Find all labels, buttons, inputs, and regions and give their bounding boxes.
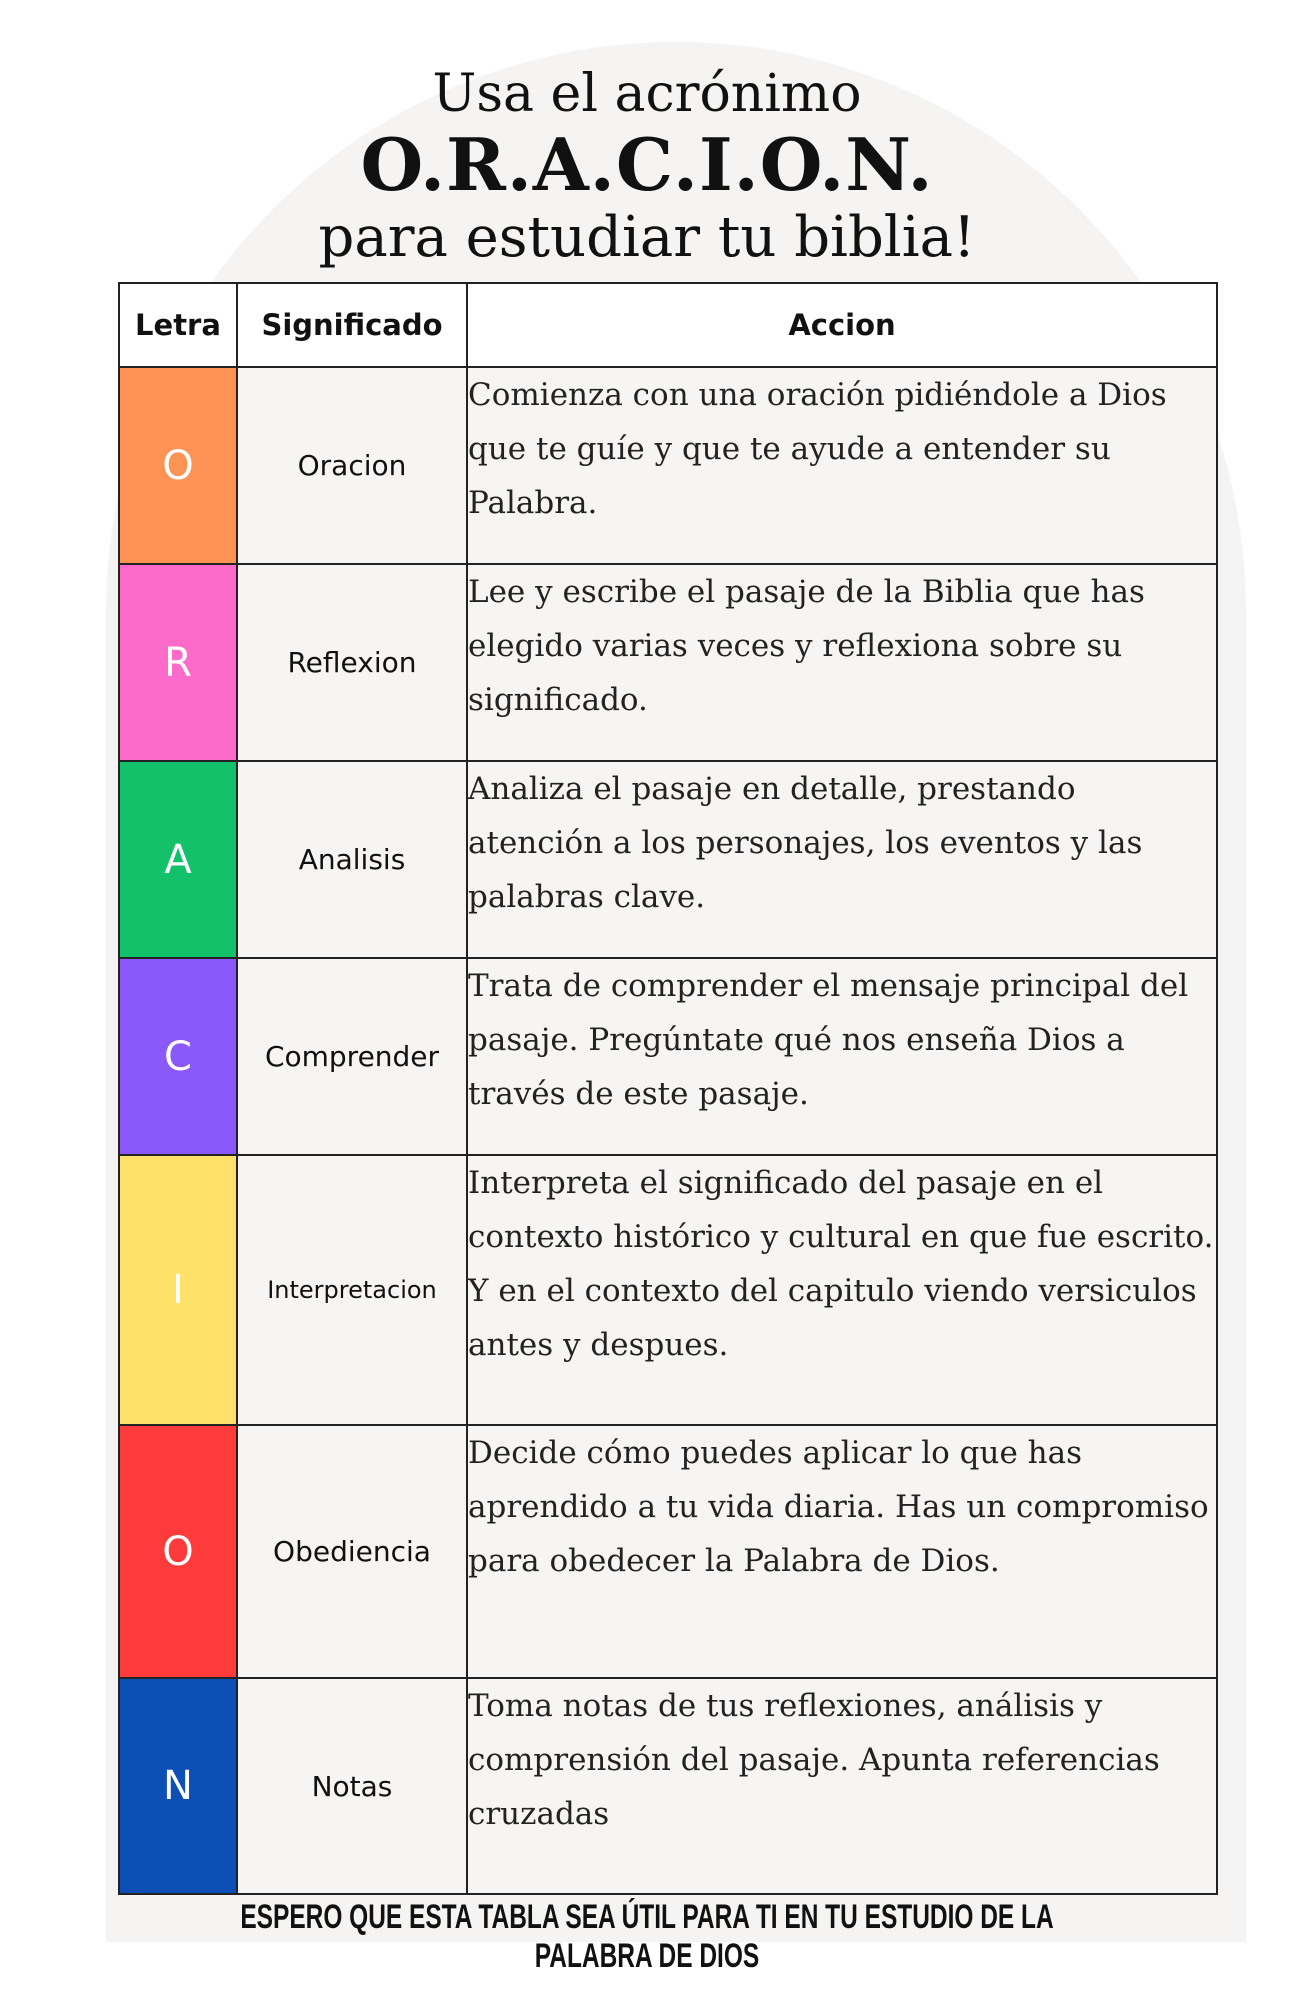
- letter-cell: C: [119, 958, 237, 1155]
- meaning-cell: Comprender: [237, 958, 467, 1155]
- table-row: [119, 367, 1217, 564]
- action-cell: Comienza con una oración pidiéndole a Dios que te guíe y que te ayude a entender su Palabra.: [467, 367, 1217, 564]
- header-significado: Significado: [237, 283, 467, 367]
- action-cell: Decide cómo puedes aplicar lo que has aprendido a tu vida diaria. Has un compromiso para obedecer la Palabra de Dios.: [467, 1425, 1217, 1678]
- meaning-cell: Reflexion: [237, 564, 467, 761]
- header-accion: Accion: [467, 283, 1217, 367]
- letter-cell: I: [119, 1155, 237, 1425]
- oracion-table: [118, 282, 1218, 1895]
- letter-cell: O: [119, 1425, 237, 1678]
- action-cell: Interpreta el significado del pasaje en el contexto histórico y cultural en que fue escrito. Y en el contexto del capitulo viendo versiculos antes y despues.: [467, 1155, 1217, 1425]
- meaning-cell: Analisis: [237, 761, 467, 958]
- table-row: [119, 564, 1217, 761]
- meaning-cell: Interpretacion: [237, 1155, 467, 1425]
- header-letra: Letra: [119, 283, 237, 367]
- table-row: [119, 1678, 1217, 1894]
- action-cell: Toma notas de tus reflexiones, análisis y comprensión del pasaje. Apunta referencias cruzadas: [467, 1678, 1217, 1894]
- letter-cell: A: [119, 761, 237, 958]
- letter-cell: O: [119, 367, 237, 564]
- meaning-cell: Oracion: [237, 367, 467, 564]
- footer-message: ESPERO QUE ESTA TABLA SEA ÚTIL PARA TI EN TU ESTUDIO DE LA PALABRA DE DIOS: [240, 1898, 1054, 1975]
- table-row: [119, 761, 1217, 958]
- table-row: [119, 958, 1217, 1155]
- meaning-cell: Obediencia: [237, 1425, 467, 1678]
- letter-cell: N: [119, 1678, 237, 1894]
- acronym-title: O.R.A.C.I.O.N.: [360, 122, 934, 207]
- action-cell: Trata de comprender el mensaje principal del pasaje. Pregúntate qué nos enseña Dios a través de este pasaje.: [467, 958, 1217, 1155]
- table-header-row: [119, 283, 1217, 367]
- table-row: [119, 1425, 1217, 1678]
- action-cell: Analiza el pasaje en detalle, prestando atención a los personajes, los eventos y las palabras clave.: [467, 761, 1217, 958]
- title-line-3: para estudiar tu biblia!: [318, 205, 976, 270]
- letter-cell: R: [119, 564, 237, 761]
- meaning-cell: Notas: [237, 1678, 467, 1894]
- title-line-1: Usa el acrónimo: [432, 64, 862, 124]
- table-row: [119, 1155, 1217, 1425]
- action-cell: Lee y escribe el pasaje de la Biblia que has elegido varias veces y reflexiona sobre su significado.: [467, 564, 1217, 761]
